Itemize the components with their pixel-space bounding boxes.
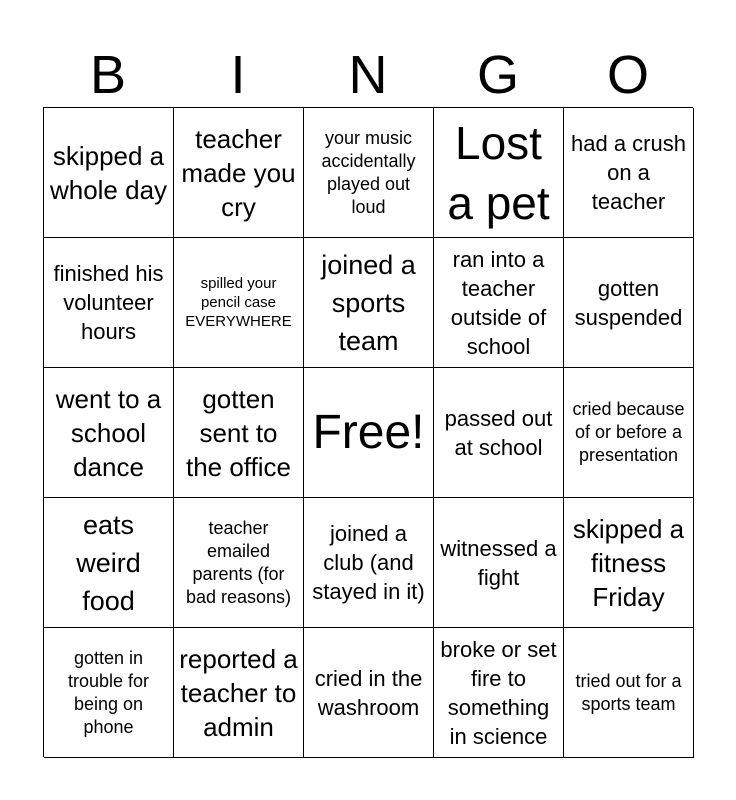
bingo-header [43,42,693,108]
bingo-cell-r0-c2[interactable] [304,108,434,238]
bingo-cell-r3-c0[interactable] [44,498,174,628]
bingo-cell-r0-c4[interactable] [564,108,694,238]
bingo-cell-r4-c0[interactable] [44,628,174,758]
cell-text: spilled your pencil case EVERYWHERE [185,275,292,330]
bingo-cell-r0-c1[interactable] [174,108,304,238]
header-letter-b: B [89,45,127,105]
bingo-cell-r1-c1[interactable] [174,238,304,368]
free-space-text: Free! [312,405,425,459]
cell-text: went to a school dance [55,383,162,482]
cell-text: ran into a teacher outside of school [450,246,547,359]
bingo-cell-r1-c0[interactable] [44,238,174,368]
cell-text: your music accidentally played out loud [321,127,416,217]
cell-text: skipped a whole day [49,140,168,205]
cell-text: tried out for a sports team [575,670,682,714]
bingo-cell-r1-c2[interactable] [304,238,434,368]
cell-text: gotten in trouble for being on phone [67,647,150,737]
cell-text: broke or set fire to something in science [440,636,557,749]
header-letter-n: N [348,45,388,105]
bingo-cell-r0-c3[interactable] [434,108,564,238]
bingo-cell-r2-c3[interactable] [434,368,564,498]
header-letter-g: G [476,45,519,105]
cell-text: skipped a fitness Friday [572,513,685,612]
cell-text: passed out at school [444,405,553,460]
cell-text: teacher emailed parents (for bad reasons) [185,517,292,607]
cell-text: teacher made you cry [181,123,296,222]
cell-text: gotten suspended [574,275,683,330]
bingo-cell-r4-c3[interactable] [434,628,564,758]
header-letter-o: O [606,45,649,105]
cell-text: witnessed a fight [440,535,557,590]
cell-text: eats weird food [76,509,141,616]
bingo-cell-r3-c1[interactable] [174,498,304,628]
cell-text: cried in the washroom [314,665,423,720]
cell-text: cried because of or before a presentation [572,399,685,465]
bingo-cell-r2-c4[interactable] [564,368,694,498]
cell-text: finished his volunteer hours [53,261,164,344]
bingo-cell-r4-c4[interactable] [564,628,694,758]
bingo-cell-r0-c0[interactable] [44,108,174,238]
bingo-cell-r4-c2[interactable] [304,628,434,758]
bingo-cell-r2-c1[interactable] [174,368,304,498]
cell-text: Lost a pet [447,116,550,229]
header-letter-i: I [230,45,246,105]
bingo-cell-free[interactable] [304,368,434,498]
bingo-cell-r1-c4[interactable] [564,238,694,368]
bingo-cell-r3-c4[interactable] [564,498,694,628]
bingo-cell-r2-c0[interactable] [44,368,174,498]
bingo-cell-r3-c3[interactable] [434,498,564,628]
cell-text: joined a club (and stayed in it) [312,521,425,604]
cell-text: reported a teacher to admin [179,643,298,742]
bingo-cell-r4-c1[interactable] [174,628,304,758]
cell-text: had a crush on a teacher [571,131,686,214]
bingo-board [43,107,693,757]
bingo-cell-r3-c2[interactable] [304,498,434,628]
bingo-cell-r1-c3[interactable] [434,238,564,368]
cell-text: joined a sports team [321,249,416,356]
cell-text: gotten sent to the office [185,383,292,482]
